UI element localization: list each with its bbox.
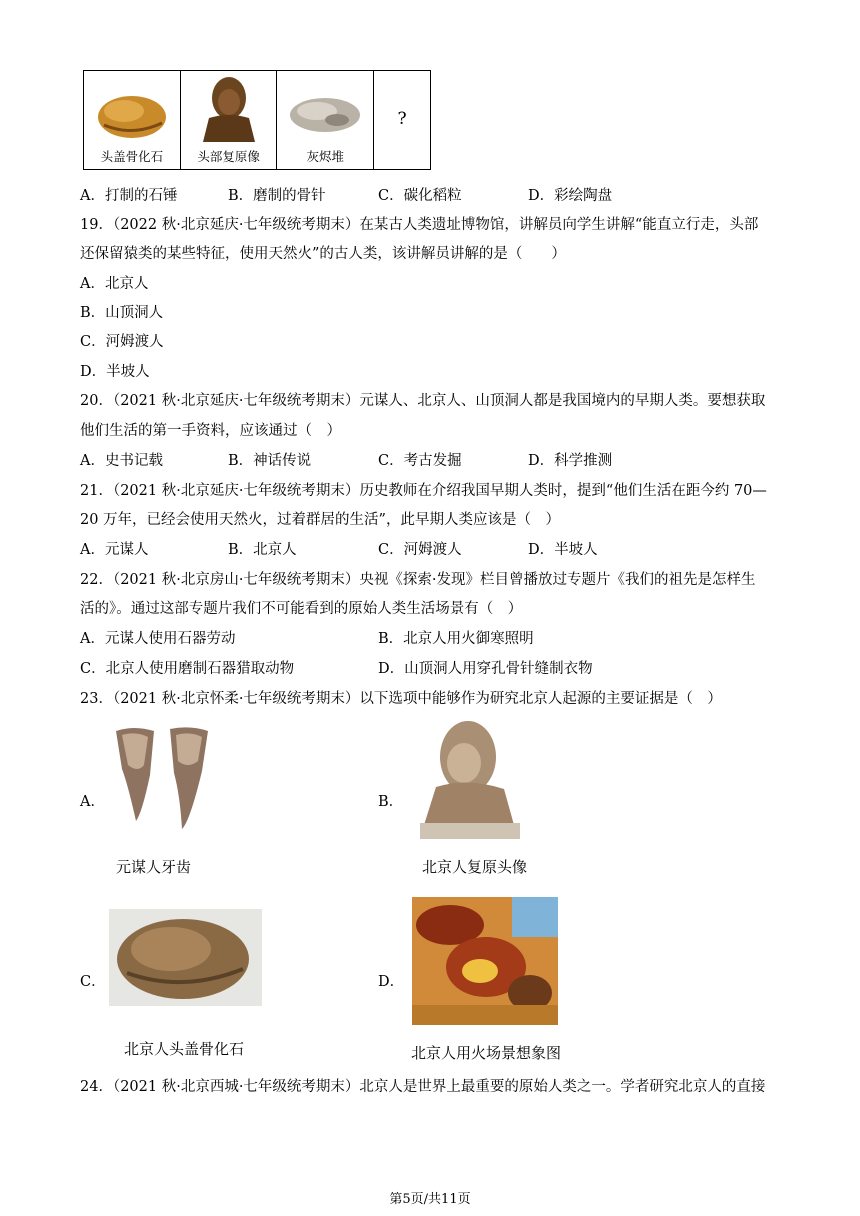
q21-stem-line1: 21．（2021 秋·北京延庆·七年级统考期末）历史教师在介绍我国早期人类时，提到“他们生活在距今约 70—	[80, 483, 767, 499]
q21-option-b: B．北京人	[228, 542, 297, 558]
q19-stem-line1: 19．（2022 秋·北京延庆·七年级统考期末）在某古人类遗址博物馆，讲解员向学生讲解“能直立行走，头部	[80, 217, 759, 233]
question-mark: ?	[397, 109, 407, 129]
figure-caption-skull: 头盖骨化石	[100, 149, 164, 164]
q23-option-c-letter: C．	[80, 974, 106, 990]
q18-option-c: C．碳化稻粒	[378, 188, 462, 204]
q22-option-d: D．山顶洞人用穿孔骨针缝制衣物	[378, 661, 593, 677]
figure-caption-ash: 灰烬堆	[306, 149, 345, 164]
figure-cell-bust	[181, 71, 278, 169]
q23-option-a-letter: A．	[80, 794, 105, 810]
q19-stem-line2: 还保留猿类的某些特征，使用天然火”的古人类，该讲解员讲解的是（ ）	[80, 246, 566, 262]
q19-option-d: D．半坡人	[80, 364, 150, 380]
q24-stem-line1: 24．（2021 秋·北京西城·七年级统考期末）北京人是世界上最重要的原始人类之一。学者研究北京人的直接	[80, 1079, 766, 1095]
figure-caption-bust: 头部复原像	[197, 149, 260, 164]
q21-option-a: A．元谋人	[80, 542, 149, 558]
q23-caption-b: 北京人复原头像	[422, 858, 528, 876]
q18-option-a: A．打制的石锤	[80, 188, 178, 204]
q23-option-b-letter: B．	[378, 794, 404, 810]
q23-stem-line1: 23．（2021 秋·北京怀柔·七年级统考期末）以下选项中能够作为研究北京人起源的主要证据是（ ）	[80, 691, 722, 707]
q21-stem-line2: 20 万年，已经会使用天然火，过着群居的生活”，此早期人类应该是（ ）	[80, 512, 560, 528]
q22-stem-line1: 22．（2021 秋·北京房山·七年级统考期末）央视《探索·发现》栏目曾播放过专题片《我们的祖先是怎样生	[80, 572, 756, 588]
q22-option-c: C．北京人使用磨制石器猎取动物	[80, 661, 295, 677]
q19-option-c: C．河姆渡人	[80, 334, 164, 350]
beijing-man-skull-image	[109, 909, 262, 1006]
q20-stem-line1: 20．（2021 秋·北京延庆·七年级统考期末）元谋人、北京人、山顶洞人都是我国境内的早期人类。要想获取	[80, 393, 766, 409]
q22-option-b: B．北京人用火御寒照明	[378, 631, 534, 647]
skull-fossil-image	[94, 89, 170, 141]
q18-option-b: B．磨制的骨针	[228, 188, 326, 204]
page-number-footer: 第5页/共11页	[389, 1192, 471, 1207]
q18-option-d: D．彩绘陶盘	[528, 188, 613, 204]
q23-caption-d: 北京人用火场景想象图	[411, 1044, 562, 1062]
q19-option-b: B．山顶洞人	[80, 305, 164, 321]
yuanmou-teeth-image	[110, 725, 220, 833]
q21-option-d: D．半坡人	[528, 542, 598, 558]
q20-option-c: C．考古发掘	[378, 453, 462, 469]
q21-option-c: C．河姆渡人	[378, 542, 462, 558]
figure-table	[83, 70, 431, 170]
ash-heap-image	[287, 93, 363, 137]
q20-stem-line2: 他们生活的第一手资料，应该通过（ ）	[80, 423, 341, 439]
q22-stem-line2: 活的》。通过这部专题片我们不可能看到的原始人类生活场景有（ ）	[80, 601, 523, 617]
q23-option-d-letter: D．	[378, 974, 405, 990]
q20-option-b: B．神话传说	[228, 453, 312, 469]
q20-option-a: A．史书记载	[80, 453, 163, 469]
figure-cell-skull	[84, 71, 181, 169]
q23-caption-c: 北京人头盖骨化石	[124, 1040, 245, 1058]
q20-option-d: D．科学推测	[528, 453, 613, 469]
fire-scene-illustration	[412, 897, 558, 1025]
figure-cell-ash	[277, 71, 374, 169]
q19-option-a: A．北京人	[80, 276, 149, 292]
head-reconstruction-image	[193, 74, 265, 144]
figure-cell-unknown	[374, 71, 430, 169]
q22-option-a: A．元谋人使用石器劳动	[80, 631, 236, 647]
q23-caption-a: 元谋人牙齿	[116, 858, 192, 876]
beijing-man-bust-image	[418, 717, 522, 841]
